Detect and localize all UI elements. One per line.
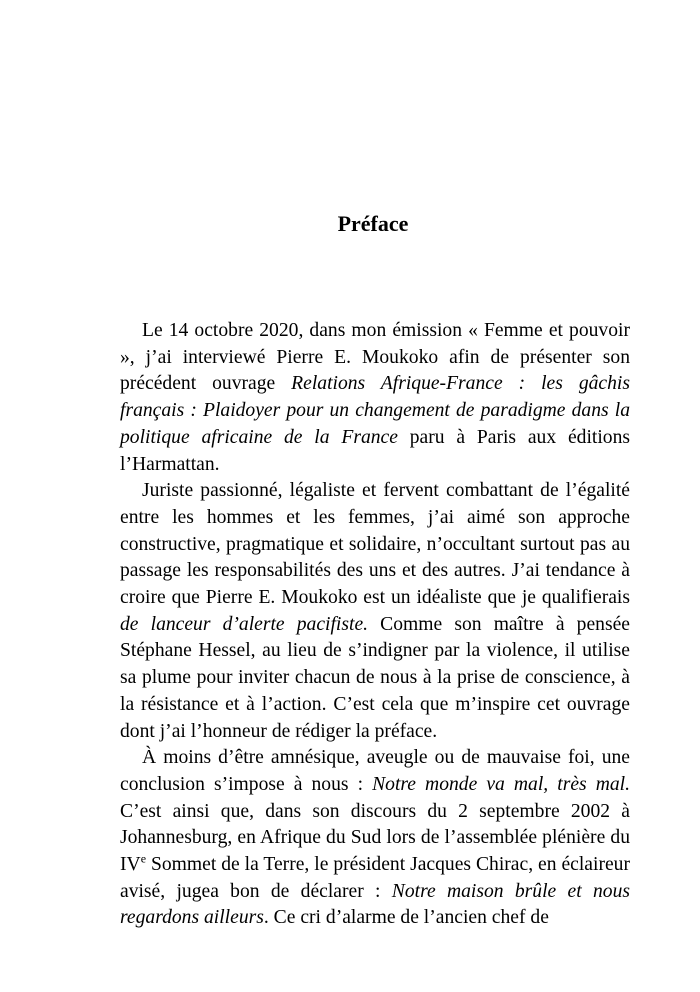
text-run: C’est ainsi que, dans son discours du 2 septembre 2002 à Johannesburg, en Afrique du Sud lors de l’assemblée plénière du IV (120, 800, 630, 876)
paragraph (120, 745, 630, 932)
superscript-text: e (140, 851, 147, 866)
paragraph (120, 478, 630, 745)
text-run: Le 14 octobre 2020, dans mon émission « Femme et pouvoir », j’ai interviewé Pierre E. Moukoko afin de présenter son précédent ouvrage (120, 320, 630, 395)
italic-text: Notre maison brûle et nous regardons ailleurs (120, 880, 630, 929)
text-run: Sommet de la Terre, le président Jacques Chirac, en éclaireur avisé, jugea bon de déclarer : (120, 854, 630, 902)
page-title: Préface (337, 211, 409, 236)
italic-text: de lanceur d’alerte pacifiste. (120, 613, 369, 635)
text-run: paru à Paris aux éditions l’Harmattan. (120, 426, 630, 475)
paragraph (120, 318, 630, 478)
text-run: Juriste passionné, légaliste et fervent combattant de l’égalité entre les hommes et les femmes, j’ai aimé son approche constructive, pragmatique et solidaire, n’occultant surtout pas au passage les responsabilités des uns et des autres. J’ai tendance à croire que Pierre E. Moukoko est un idéaliste que je qualifierais (120, 480, 630, 609)
italic-text: Relations Afrique-France : les gâchis français : Plaidoyer pour un changement de paradigme dans la politique africaine de la France (120, 373, 630, 448)
text-run: Comme son maître à pensée Stéphane Hessel, au lieu de s’indigner par la violence, il utilise sa plume pour inviter chacun de nous à la prise de conscience, à la résistance et à l’action. C’est cela que m’inspire cet ouvrage dont j’ai l’honneur de rédiger la préface. (120, 613, 630, 742)
preface-body (120, 318, 630, 932)
text-run: À moins d’être amnésique, aveugle ou de mauvaise foi, une conclusion s’impose à nous : (120, 747, 630, 795)
italic-text: Notre monde va mal, très mal. (372, 773, 630, 795)
text-run: . Ce cri d’alarme de l’ancien chef de (263, 907, 549, 929)
